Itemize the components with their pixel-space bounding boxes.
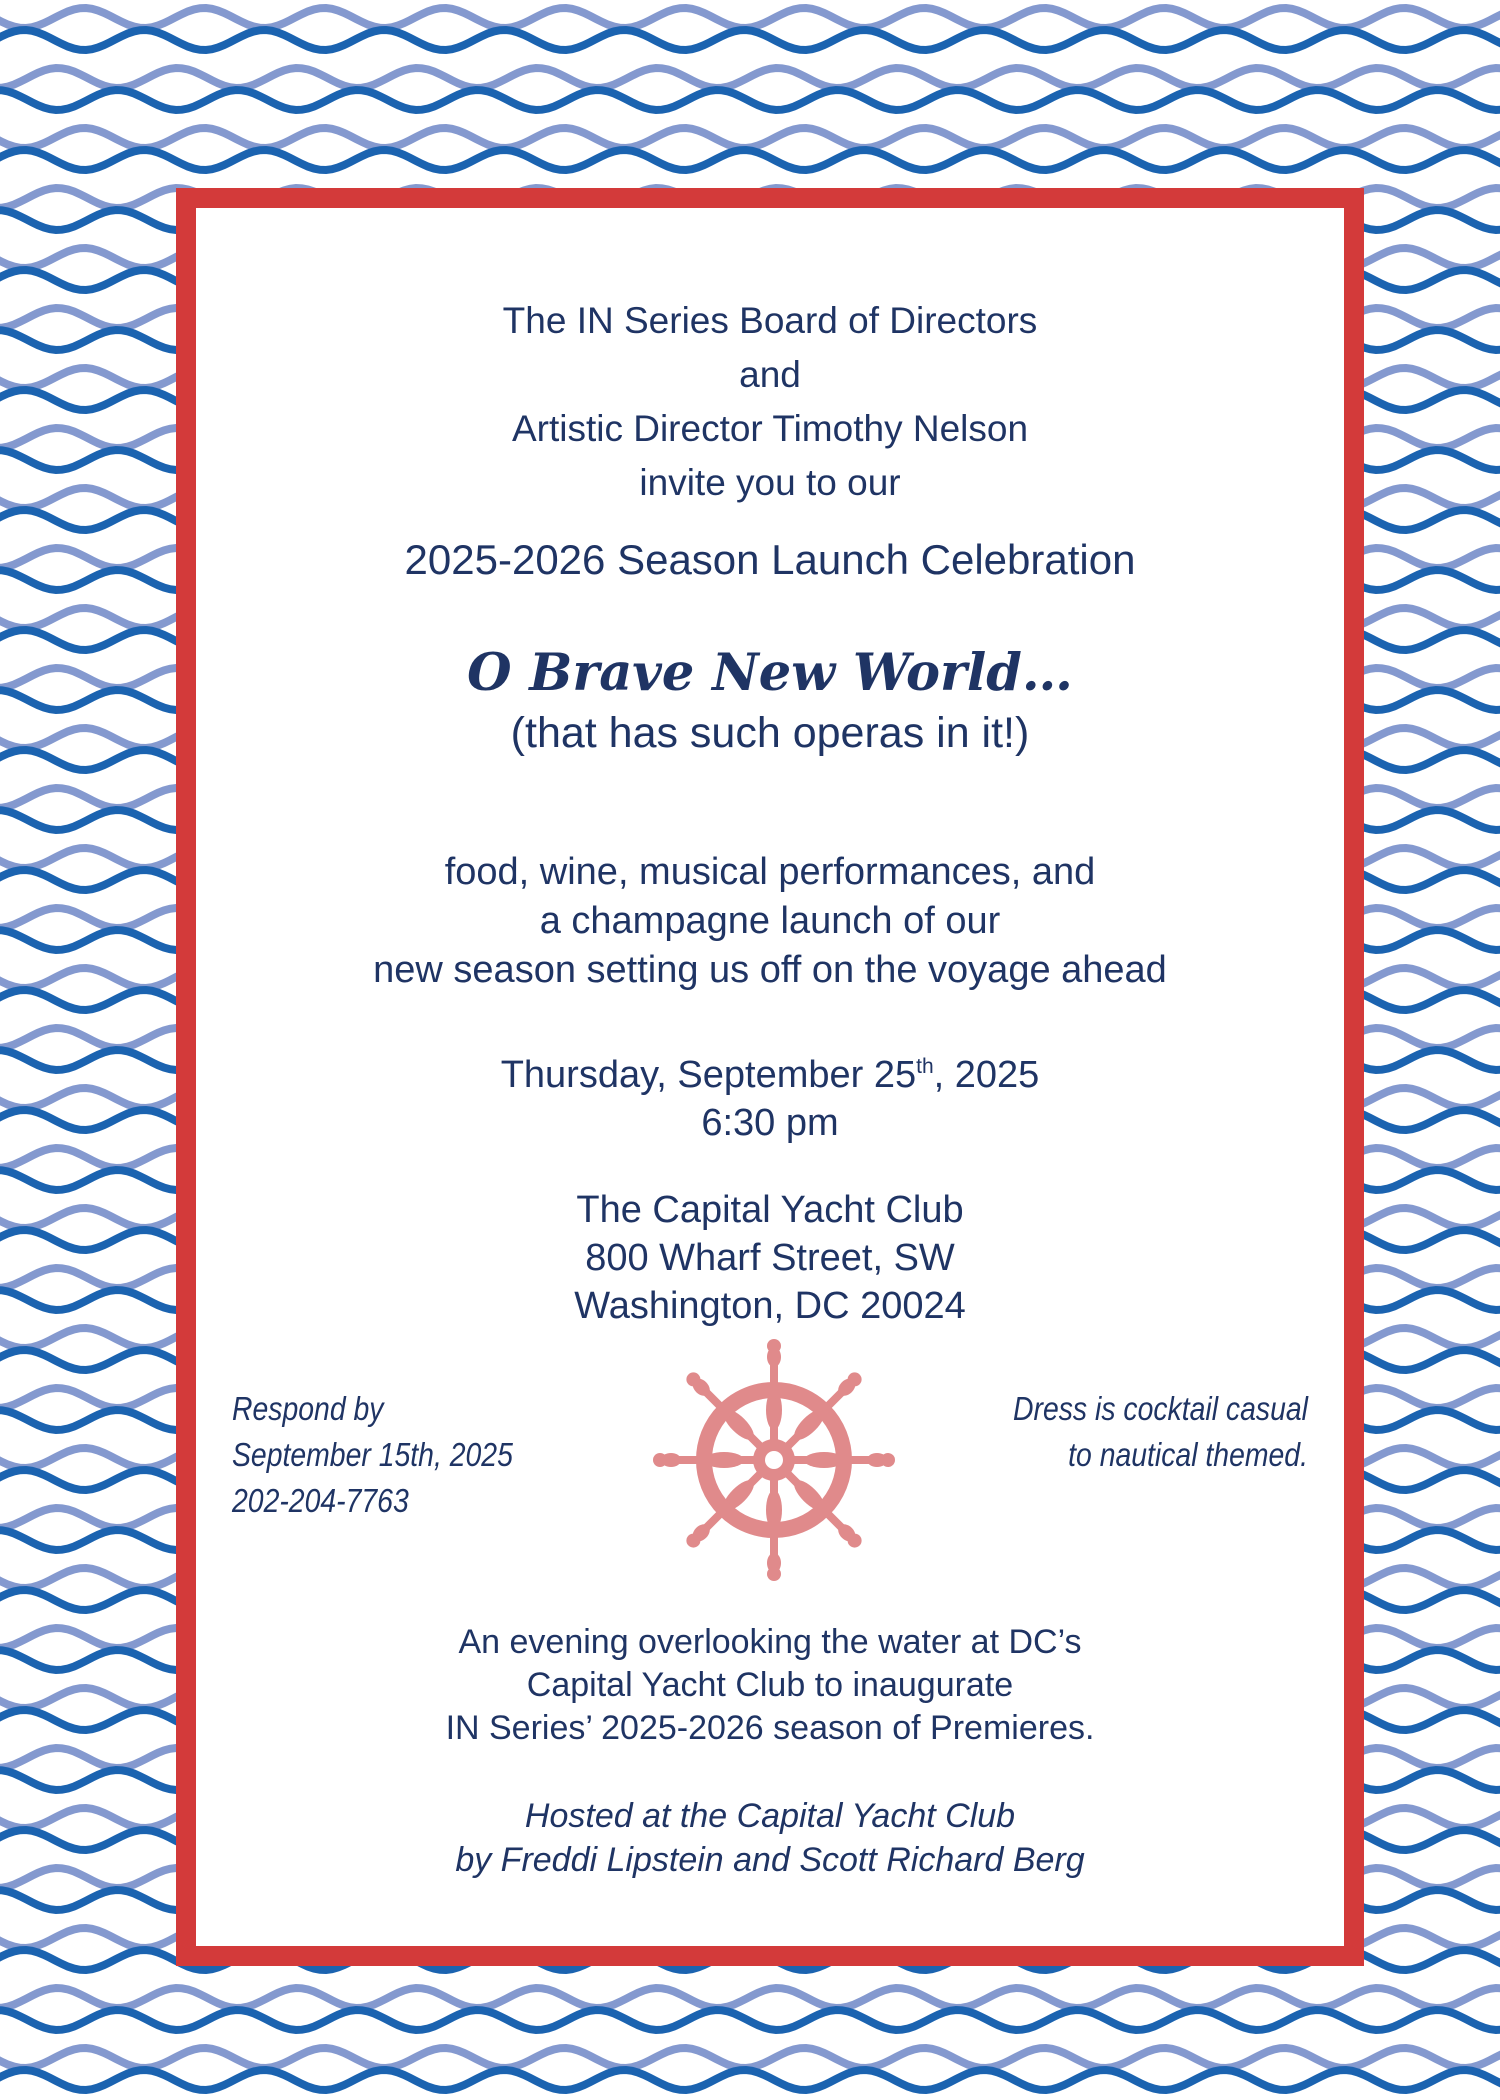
wheel-spoke-part	[767, 1339, 781, 1353]
features-block	[196, 848, 1344, 995]
season-title: 2025-2026 Season Launch Celebration	[404, 536, 1136, 583]
event-name: O Brave New World…	[467, 643, 1073, 703]
wave-line-dark	[0, 150, 1500, 170]
features-line: a champagne launch of our	[539, 900, 1001, 942]
wave-line-light	[0, 2048, 1500, 2068]
date-prefix: Thursday, September 25	[500, 1054, 917, 1096]
wheel-hub-hole	[765, 1451, 783, 1469]
date-time-block	[196, 1043, 1344, 1147]
evening-line: An evening overlooking the water at DC’s	[458, 1623, 1082, 1661]
invitation-card	[176, 188, 1364, 1966]
event-date	[196, 1043, 1344, 1099]
wheel-spoke-part	[767, 1567, 781, 1581]
wave-line-light	[0, 128, 1500, 148]
wave-line-dark	[0, 90, 1500, 110]
rsvp-date: September 15th, 2025	[232, 1436, 513, 1473]
wheel-spoke-part	[653, 1453, 667, 1467]
wave-line-light	[0, 1988, 1500, 2008]
date-year: , 2025	[933, 1054, 1040, 1096]
wheel-spoke-part	[881, 1453, 895, 1467]
event-subtitle: (that has such operas in it!)	[510, 709, 1030, 757]
evening-description	[196, 1621, 1344, 1750]
wave-line-light	[0, 68, 1500, 88]
venue-name: The Capital Yacht Club	[576, 1189, 964, 1231]
hosts-block	[196, 294, 1344, 510]
venue-street: 800 Wharf Street, SW	[585, 1237, 955, 1279]
venue-city: Washington, DC 20024	[574, 1285, 966, 1327]
wave-line-light	[0, 8, 1500, 28]
evening-line: IN Series’ 2025-2026 season of Premieres.	[445, 1709, 1095, 1747]
event-time: 6:30 pm	[701, 1102, 839, 1144]
wave-line-dark	[0, 2070, 1500, 2090]
ship-wheel-icon	[652, 1338, 896, 1582]
hosted-by-block	[196, 1794, 1344, 1882]
dress-code-line: Dress is cocktail casual	[1013, 1390, 1308, 1427]
dress-code-line: to nautical themed.	[1068, 1436, 1308, 1473]
hosts-line: invite you to our	[639, 462, 901, 503]
hosted-line: Hosted at the Capital Yacht Club	[524, 1797, 1016, 1835]
wave-line-dark	[0, 2010, 1500, 2030]
features-line: food, wine, musical performances, and	[444, 851, 1096, 893]
hosts-line: and	[739, 354, 801, 395]
hosts-line: The IN Series Board of Directors	[502, 300, 1038, 341]
wave-line-dark	[0, 30, 1500, 50]
hosted-line: by Freddi Lipstein and Scott Richard Berg	[455, 1841, 1085, 1879]
date-ordinal: th	[916, 1055, 934, 1078]
hosts-line: Artistic Director Timothy Nelson	[511, 408, 1029, 449]
evening-line: Capital Yacht Club to inaugurate	[526, 1666, 1014, 1704]
rsvp-phone: 202-204-7763	[232, 1482, 409, 1519]
venue-block	[196, 1186, 1344, 1330]
features-line: new season setting us off on the voyage ahead	[373, 949, 1167, 991]
dress-code-block	[1013, 1386, 1308, 1478]
rsvp-block	[232, 1386, 513, 1524]
rsvp-label: Respond by	[232, 1390, 384, 1427]
